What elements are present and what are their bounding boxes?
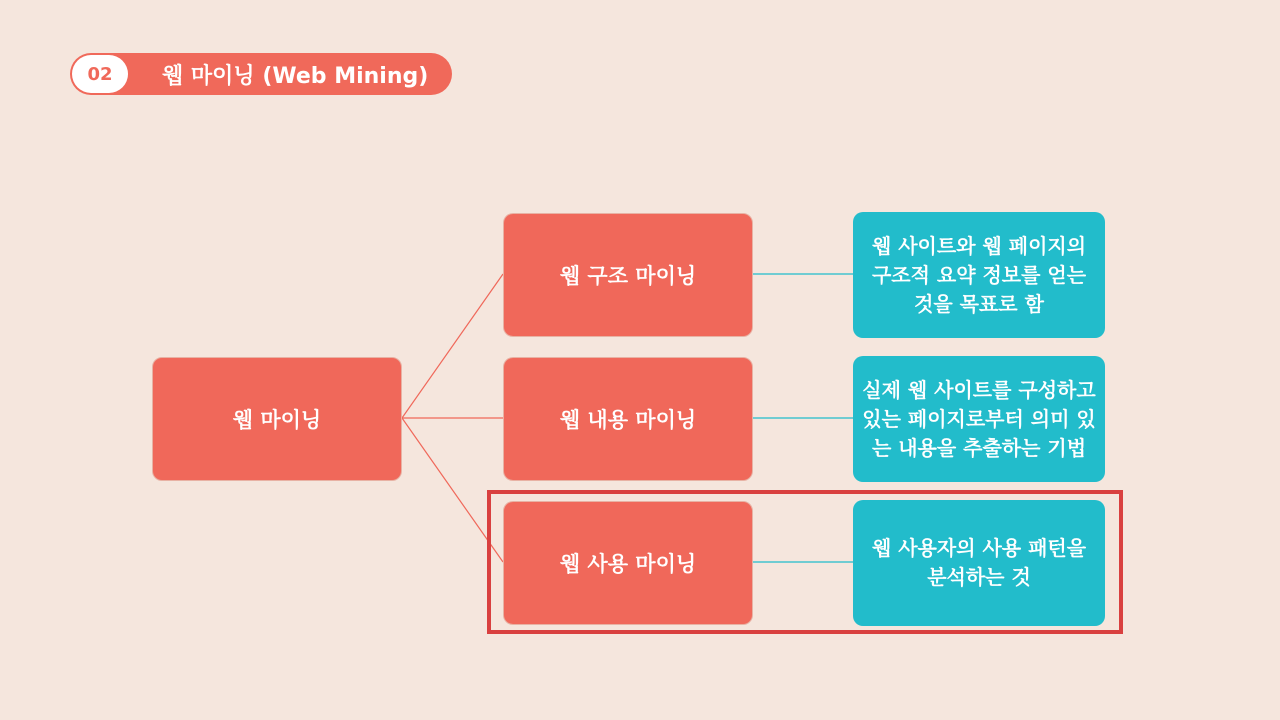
root-node-label: 웹 마이닝 <box>232 408 322 432</box>
highlight-frame <box>487 490 1123 634</box>
branch-node-structure <box>503 213 753 337</box>
section-title: 웹 마이닝 (Web Mining) <box>162 63 429 89</box>
branch-node-label: 웹 구조 마이닝 <box>559 264 697 288</box>
branch-node-label: 웹 사용 마이닝 <box>559 552 697 576</box>
connector-root-structure <box>402 274 503 418</box>
branch-node-content <box>503 357 753 481</box>
description-structure <box>853 212 1105 338</box>
branch-node-label: 웹 내용 마이닝 <box>559 408 697 432</box>
description-text: 실제 웹 사이트를 구성하고 있는 페이지로부터 의미 있는 내용을 추출하는 기법 <box>862 377 1096 460</box>
section-number: 02 <box>72 55 128 93</box>
description-text: 웹 사용자의 사용 패턴을 분석하는 것 <box>871 536 1087 589</box>
description-content <box>853 356 1105 482</box>
description-text: 웹 사이트와 웹 페이지의 구조적 요약 정보를 얻는 것을 목표로 함 <box>871 233 1087 316</box>
root-node <box>152 357 402 481</box>
